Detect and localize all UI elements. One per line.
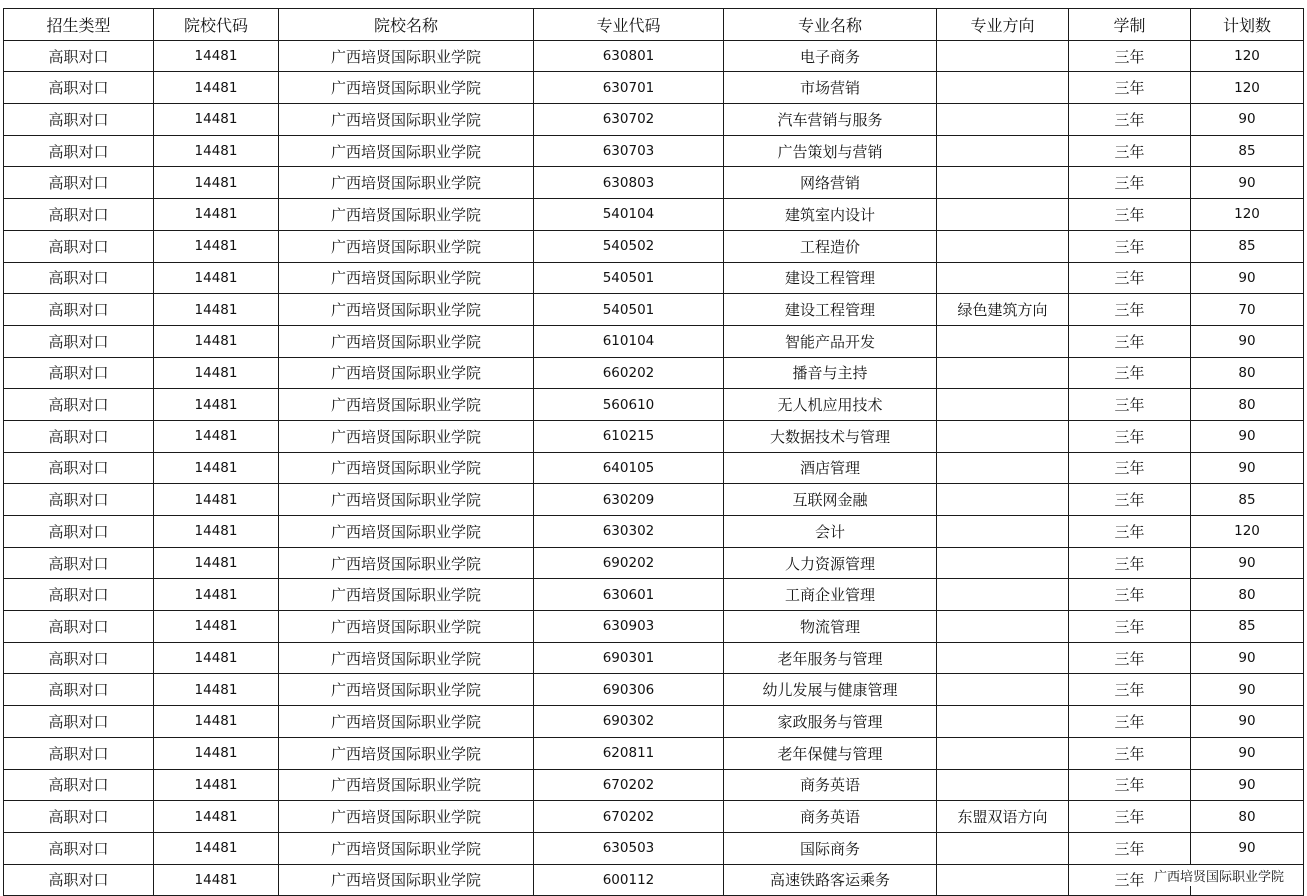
cell-school-name: 广西培贤国际职业学院 [279, 325, 534, 357]
cell-school-name: 广西培贤国际职业学院 [279, 801, 534, 833]
cell-school-code: 14481 [154, 72, 279, 104]
cell-major-code: 690202 [534, 547, 724, 579]
cell-direction [937, 769, 1069, 801]
cell-major-name: 广告策划与营销 [724, 135, 937, 167]
cell-plan-count: 90 [1191, 452, 1304, 484]
cell-duration: 三年 [1069, 579, 1191, 611]
cell-school-name: 广西培贤国际职业学院 [279, 104, 534, 136]
cell-duration: 三年 [1069, 72, 1191, 104]
cell-major-code: 610215 [534, 420, 724, 452]
cell-direction [937, 389, 1069, 421]
cell-plan-count: 90 [1191, 104, 1304, 136]
cell-major-name: 工商企业管理 [724, 579, 937, 611]
cell-direction [937, 357, 1069, 389]
cell-school-name: 广西培贤国际职业学院 [279, 737, 534, 769]
cell-school-code: 14481 [154, 357, 279, 389]
cell-major-name: 智能产品开发 [724, 325, 937, 357]
cell-type: 高职对口 [4, 325, 154, 357]
cell-major-name: 互联网金融 [724, 484, 937, 516]
cell-plan-count: 90 [1191, 706, 1304, 738]
cell-direction [937, 706, 1069, 738]
cell-major-code: 540104 [534, 199, 724, 231]
cell-major-name: 建设工程管理 [724, 294, 937, 326]
cell-school-code: 14481 [154, 135, 279, 167]
cell-school-code: 14481 [154, 801, 279, 833]
cell-duration: 三年 [1069, 420, 1191, 452]
header-school-name: 院校名称 [279, 9, 534, 41]
cell-school-name: 广西培贤国际职业学院 [279, 294, 534, 326]
cell-direction [937, 40, 1069, 72]
cell-type: 高职对口 [4, 135, 154, 167]
cell-school-name: 广西培贤国际职业学院 [279, 484, 534, 516]
cell-major-name: 家政服务与管理 [724, 706, 937, 738]
cell-duration: 三年 [1069, 452, 1191, 484]
cell-plan-count: 120 [1191, 40, 1304, 72]
cell-major-code: 540502 [534, 230, 724, 262]
cell-plan-count: 90 [1191, 832, 1304, 864]
table-row [4, 230, 1304, 262]
cell-direction [937, 864, 1069, 896]
cell-school-code: 14481 [154, 611, 279, 643]
cell-direction [937, 72, 1069, 104]
cell-school-code: 14481 [154, 294, 279, 326]
table-row [4, 452, 1304, 484]
cell-type: 高职对口 [4, 167, 154, 199]
cell-duration: 三年 [1069, 40, 1191, 72]
cell-major-name: 汽车营销与服务 [724, 104, 937, 136]
cell-plan-count: 90 [1191, 737, 1304, 769]
cell-type: 高职对口 [4, 104, 154, 136]
cell-school-code: 14481 [154, 199, 279, 231]
cell-duration: 三年 [1069, 484, 1191, 516]
cell-type: 高职对口 [4, 230, 154, 262]
cell-type: 高职对口 [4, 579, 154, 611]
header-direction: 专业方向 [937, 9, 1069, 41]
cell-major-code: 630903 [534, 611, 724, 643]
cell-major-name: 网络营销 [724, 167, 937, 199]
cell-duration: 三年 [1069, 357, 1191, 389]
cell-plan-count: 90 [1191, 642, 1304, 674]
cell-duration: 三年 [1069, 230, 1191, 262]
cell-major-name: 物流管理 [724, 611, 937, 643]
cell-plan-count: 120 [1191, 199, 1304, 231]
cell-major-code: 630801 [534, 40, 724, 72]
cell-school-name: 广西培贤国际职业学院 [279, 199, 534, 231]
cell-school-name: 广西培贤国际职业学院 [279, 769, 534, 801]
cell-major-code: 540501 [534, 294, 724, 326]
cell-school-name: 广西培贤国际职业学院 [279, 230, 534, 262]
cell-school-code: 14481 [154, 864, 279, 896]
cell-school-name: 广西培贤国际职业学院 [279, 516, 534, 548]
cell-school-name: 广西培贤国际职业学院 [279, 40, 534, 72]
cell-direction [937, 642, 1069, 674]
table-row [4, 579, 1304, 611]
cell-major-name: 市场营销 [724, 72, 937, 104]
cell-duration: 三年 [1069, 325, 1191, 357]
table-row [4, 40, 1304, 72]
cell-direction [937, 325, 1069, 357]
cell-duration: 三年 [1069, 547, 1191, 579]
cell-school-name: 广西培贤国际职业学院 [279, 357, 534, 389]
cell-school-name: 广西培贤国际职业学院 [279, 832, 534, 864]
cell-plan-count: 90 [1191, 262, 1304, 294]
cell-major-name: 幼儿发展与健康管理 [724, 674, 937, 706]
table-row [4, 389, 1304, 421]
cell-major-code: 630503 [534, 832, 724, 864]
cell-direction [937, 230, 1069, 262]
cell-plan-count: 85 [1191, 230, 1304, 262]
cell-direction [937, 199, 1069, 231]
cell-school-code: 14481 [154, 389, 279, 421]
cell-school-code: 14481 [154, 325, 279, 357]
cell-duration: 三年 [1069, 294, 1191, 326]
cell-major-code: 630803 [534, 167, 724, 199]
cell-major-name: 播音与主持 [724, 357, 937, 389]
cell-school-code: 14481 [154, 547, 279, 579]
cell-direction [937, 167, 1069, 199]
table-row [4, 864, 1304, 896]
cell-school-name: 广西培贤国际职业学院 [279, 452, 534, 484]
cell-direction [937, 579, 1069, 611]
cell-direction [937, 135, 1069, 167]
cell-school-code: 14481 [154, 769, 279, 801]
cell-duration: 三年 [1069, 737, 1191, 769]
cell-school-name: 广西培贤国际职业学院 [279, 706, 534, 738]
cell-type: 高职对口 [4, 611, 154, 643]
table-row [4, 294, 1304, 326]
cell-major-name: 建设工程管理 [724, 262, 937, 294]
cell-type: 高职对口 [4, 547, 154, 579]
cell-direction [937, 484, 1069, 516]
cell-plan-count: 90 [1191, 769, 1304, 801]
cell-school-code: 14481 [154, 452, 279, 484]
cell-direction [937, 420, 1069, 452]
cell-major-code: 660202 [534, 357, 724, 389]
cell-school-name: 广西培贤国际职业学院 [279, 579, 534, 611]
cell-school-code: 14481 [154, 104, 279, 136]
cell-school-name: 广西培贤国际职业学院 [279, 611, 534, 643]
cell-duration: 三年 [1069, 674, 1191, 706]
cell-major-code: 630703 [534, 135, 724, 167]
cell-direction [937, 547, 1069, 579]
cell-major-name: 老年保健与管理 [724, 737, 937, 769]
cell-type: 高职对口 [4, 484, 154, 516]
cell-duration: 三年 [1069, 135, 1191, 167]
cell-major-code: 630302 [534, 516, 724, 548]
cell-major-code: 540501 [534, 262, 724, 294]
cell-major-name: 电子商务 [724, 40, 937, 72]
header-plan-count: 计划数 [1191, 9, 1304, 41]
cell-type: 高职对口 [4, 706, 154, 738]
cell-school-name: 广西培贤国际职业学院 [279, 262, 534, 294]
cell-school-code: 14481 [154, 674, 279, 706]
table-row [4, 674, 1304, 706]
cell-plan-count: 90 [1191, 547, 1304, 579]
header-major-code: 专业代码 [534, 9, 724, 41]
table-row [4, 325, 1304, 357]
cell-school-code: 14481 [154, 706, 279, 738]
cell-plan-count: 90 [1191, 167, 1304, 199]
cell-direction [937, 104, 1069, 136]
table-row [4, 357, 1304, 389]
cell-major-code: 630601 [534, 579, 724, 611]
cell-school-code: 14481 [154, 230, 279, 262]
cell-type: 高职对口 [4, 801, 154, 833]
cell-plan-count: 90 [1191, 674, 1304, 706]
cell-duration: 三年 [1069, 801, 1191, 833]
cell-type: 高职对口 [4, 864, 154, 896]
cell-type: 高职对口 [4, 674, 154, 706]
cell-major-code: 690301 [534, 642, 724, 674]
table-row [4, 737, 1304, 769]
cell-school-code: 14481 [154, 832, 279, 864]
cell-duration: 三年 [1069, 864, 1191, 896]
cell-type: 高职对口 [4, 357, 154, 389]
cell-direction [937, 611, 1069, 643]
cell-major-name: 商务英语 [724, 769, 937, 801]
cell-plan-count: 85 [1191, 611, 1304, 643]
cell-type: 高职对口 [4, 737, 154, 769]
cell-school-code: 14481 [154, 642, 279, 674]
table-row [4, 199, 1304, 231]
cell-school-name: 广西培贤国际职业学院 [279, 167, 534, 199]
cell-school-name: 广西培贤国际职业学院 [279, 72, 534, 104]
cell-major-code: 610104 [534, 325, 724, 357]
cell-direction: 绿色建筑方向 [937, 294, 1069, 326]
cell-type: 高职对口 [4, 199, 154, 231]
cell-duration: 三年 [1069, 769, 1191, 801]
cell-school-code: 14481 [154, 420, 279, 452]
table-row [4, 516, 1304, 548]
cell-major-name: 国际商务 [724, 832, 937, 864]
cell-plan-count: 70 [1191, 294, 1304, 326]
cell-plan-count: 80 [1191, 579, 1304, 611]
cell-direction [937, 832, 1069, 864]
cell-plan-count: 90 [1191, 420, 1304, 452]
cell-direction [937, 262, 1069, 294]
cell-duration: 三年 [1069, 104, 1191, 136]
cell-type: 高职对口 [4, 516, 154, 548]
header-row [4, 9, 1304, 41]
cell-school-name: 广西培贤国际职业学院 [279, 420, 534, 452]
cell-major-name: 无人机应用技术 [724, 389, 937, 421]
cell-type: 高职对口 [4, 452, 154, 484]
table-row [4, 167, 1304, 199]
cell-direction [937, 737, 1069, 769]
header-duration: 学制 [1069, 9, 1191, 41]
cell-duration: 三年 [1069, 642, 1191, 674]
cell-direction [937, 516, 1069, 548]
cell-duration: 三年 [1069, 199, 1191, 231]
cell-school-name: 广西培贤国际职业学院 [279, 547, 534, 579]
cell-duration: 三年 [1069, 706, 1191, 738]
cell-duration: 三年 [1069, 832, 1191, 864]
cell-school-code: 14481 [154, 516, 279, 548]
cell-school-name: 广西培贤国际职业学院 [279, 864, 534, 896]
cell-plan-count: 80 [1191, 389, 1304, 421]
cell-type: 高职对口 [4, 832, 154, 864]
cell-duration: 三年 [1069, 262, 1191, 294]
header-type: 招生类型 [4, 9, 154, 41]
cell-major-name: 酒店管理 [724, 452, 937, 484]
cell-school-code: 14481 [154, 40, 279, 72]
cell-school-code: 14481 [154, 579, 279, 611]
cell-major-name: 商务英语 [724, 801, 937, 833]
cell-plan-count: 85 [1191, 135, 1304, 167]
table-row [4, 420, 1304, 452]
cell-duration: 三年 [1069, 167, 1191, 199]
table-row [4, 611, 1304, 643]
cell-plan-count: 80 [1191, 801, 1304, 833]
cell-direction [937, 674, 1069, 706]
cell-major-code: 620811 [534, 737, 724, 769]
cell-major-code: 560610 [534, 389, 724, 421]
cell-duration: 三年 [1069, 389, 1191, 421]
cell-major-code: 630701 [534, 72, 724, 104]
cell-type: 高职对口 [4, 72, 154, 104]
watermark: 广西培贤国际职业学院 [1151, 865, 1287, 886]
cell-major-name: 大数据技术与管理 [724, 420, 937, 452]
cell-major-name: 人力资源管理 [724, 547, 937, 579]
cell-major-code: 630209 [534, 484, 724, 516]
cell-major-code: 630702 [534, 104, 724, 136]
table-row [4, 484, 1304, 516]
cell-school-name: 广西培贤国际职业学院 [279, 642, 534, 674]
cell-school-name: 广西培贤国际职业学院 [279, 135, 534, 167]
cell-major-name: 高速铁路客运乘务 [724, 864, 937, 896]
cell-type: 高职对口 [4, 769, 154, 801]
table-row [4, 769, 1304, 801]
cell-type: 高职对口 [4, 642, 154, 674]
table-row [4, 832, 1304, 864]
cell-major-name: 会计 [724, 516, 937, 548]
table-row [4, 72, 1304, 104]
cell-major-code: 600112 [534, 864, 724, 896]
cell-plan-count: 120 [1191, 516, 1304, 548]
cell-school-name: 广西培贤国际职业学院 [279, 674, 534, 706]
table-row [4, 706, 1304, 738]
table-row [4, 801, 1304, 833]
cell-major-code: 670202 [534, 769, 724, 801]
table-row [4, 104, 1304, 136]
cell-school-name: 广西培贤国际职业学院 [279, 389, 534, 421]
table-row [4, 547, 1304, 579]
cell-school-code: 14481 [154, 262, 279, 294]
cell-direction [937, 452, 1069, 484]
table-body [4, 40, 1304, 896]
cell-type: 高职对口 [4, 389, 154, 421]
cell-type: 高职对口 [4, 294, 154, 326]
table-row [4, 262, 1304, 294]
cell-major-code: 690306 [534, 674, 724, 706]
cell-direction: 东盟双语方向 [937, 801, 1069, 833]
cell-major-name: 建筑室内设计 [724, 199, 937, 231]
header-major-name: 专业名称 [724, 9, 937, 41]
cell-major-code: 690302 [534, 706, 724, 738]
cell-major-name: 老年服务与管理 [724, 642, 937, 674]
cell-major-name: 工程造价 [724, 230, 937, 262]
cell-school-code: 14481 [154, 737, 279, 769]
header-school-code: 院校代码 [154, 9, 279, 41]
cell-type: 高职对口 [4, 262, 154, 294]
cell-major-code: 670202 [534, 801, 724, 833]
cell-duration: 三年 [1069, 611, 1191, 643]
cell-type: 高职对口 [4, 40, 154, 72]
cell-major-code: 640105 [534, 452, 724, 484]
table-row [4, 135, 1304, 167]
cell-school-code: 14481 [154, 484, 279, 516]
cell-plan-count: 120 [1191, 72, 1304, 104]
cell-type: 高职对口 [4, 420, 154, 452]
cell-duration: 三年 [1069, 516, 1191, 548]
enrollment-plan-table [3, 8, 1304, 896]
cell-plan-count: 85 [1191, 484, 1304, 516]
table-row [4, 642, 1304, 674]
cell-plan-count: 80 [1191, 357, 1304, 389]
cell-plan-count: 90 [1191, 325, 1304, 357]
cell-school-code: 14481 [154, 167, 279, 199]
